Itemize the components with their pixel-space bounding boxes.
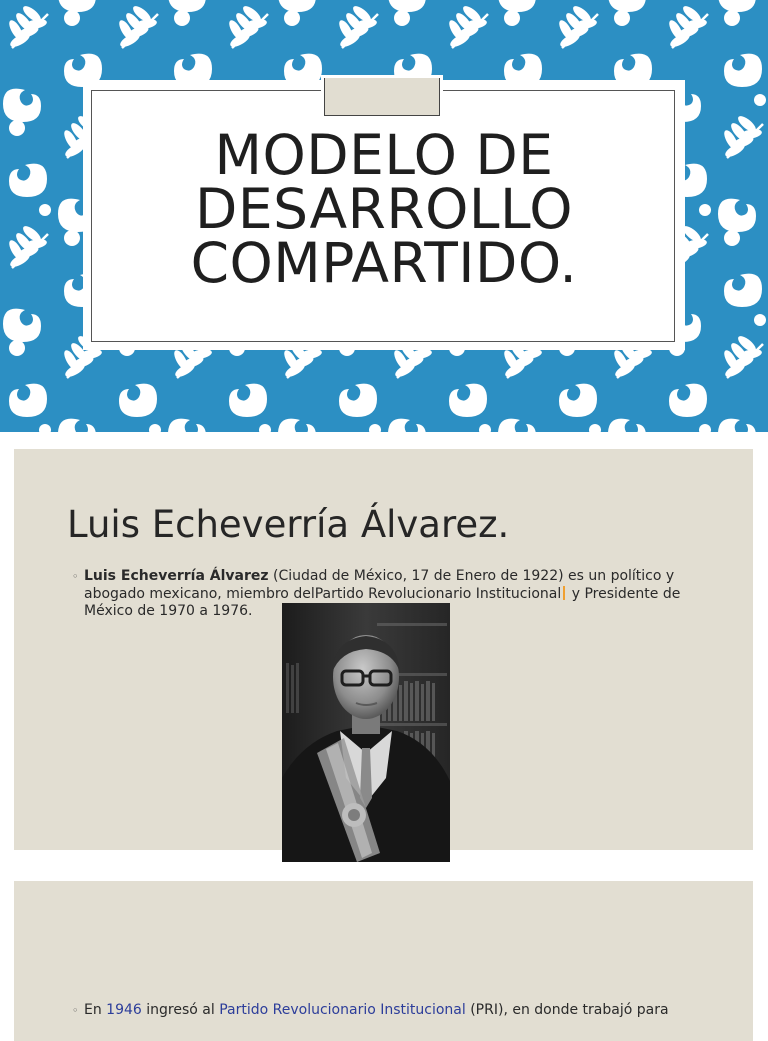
bullet-name: Luis Echeverría Álvarez [84,568,269,584]
portrait-illustration [282,603,450,862]
bullet-party: Partido Revolucionario Institucional [314,585,562,602]
title-line-3: COMPARTIDO. [190,231,578,295]
year-link[interactable]: 1946 [106,1002,142,1018]
party-link[interactable]: Partido Revolucionario Institucional [219,1002,466,1018]
bullet-text-after: y Presidente de México de 1970 a 1976. [84,585,681,619]
biography-slide [14,449,753,850]
text-cursor-marker [563,586,565,600]
bullet-suffix: (PRI), en donde trabajó para [465,1002,669,1018]
cover-slide [0,0,768,432]
bullet-marker: ◦ [72,1004,79,1017]
bullet-text-before: (Ciudad de México, 17 de Enero de 1922) es un político y abogado mexicano, miembro del [84,568,675,602]
history-slide [14,881,753,1041]
title-line-2: DESARROLLO [195,177,573,241]
bullet-middle: ingresó al [141,1002,220,1018]
slide-heading: Luis Echeverría Álvarez. [67,503,510,546]
title-line-1: MODELO DE [214,123,554,187]
portrait-photo [282,603,450,862]
bullet-history [72,1002,699,1020]
bullet-prefix: En [84,1002,107,1018]
title-tab [324,78,440,116]
bullet-marker: ◦ [72,570,79,583]
title-card [83,80,685,350]
slide-title [83,123,685,295]
